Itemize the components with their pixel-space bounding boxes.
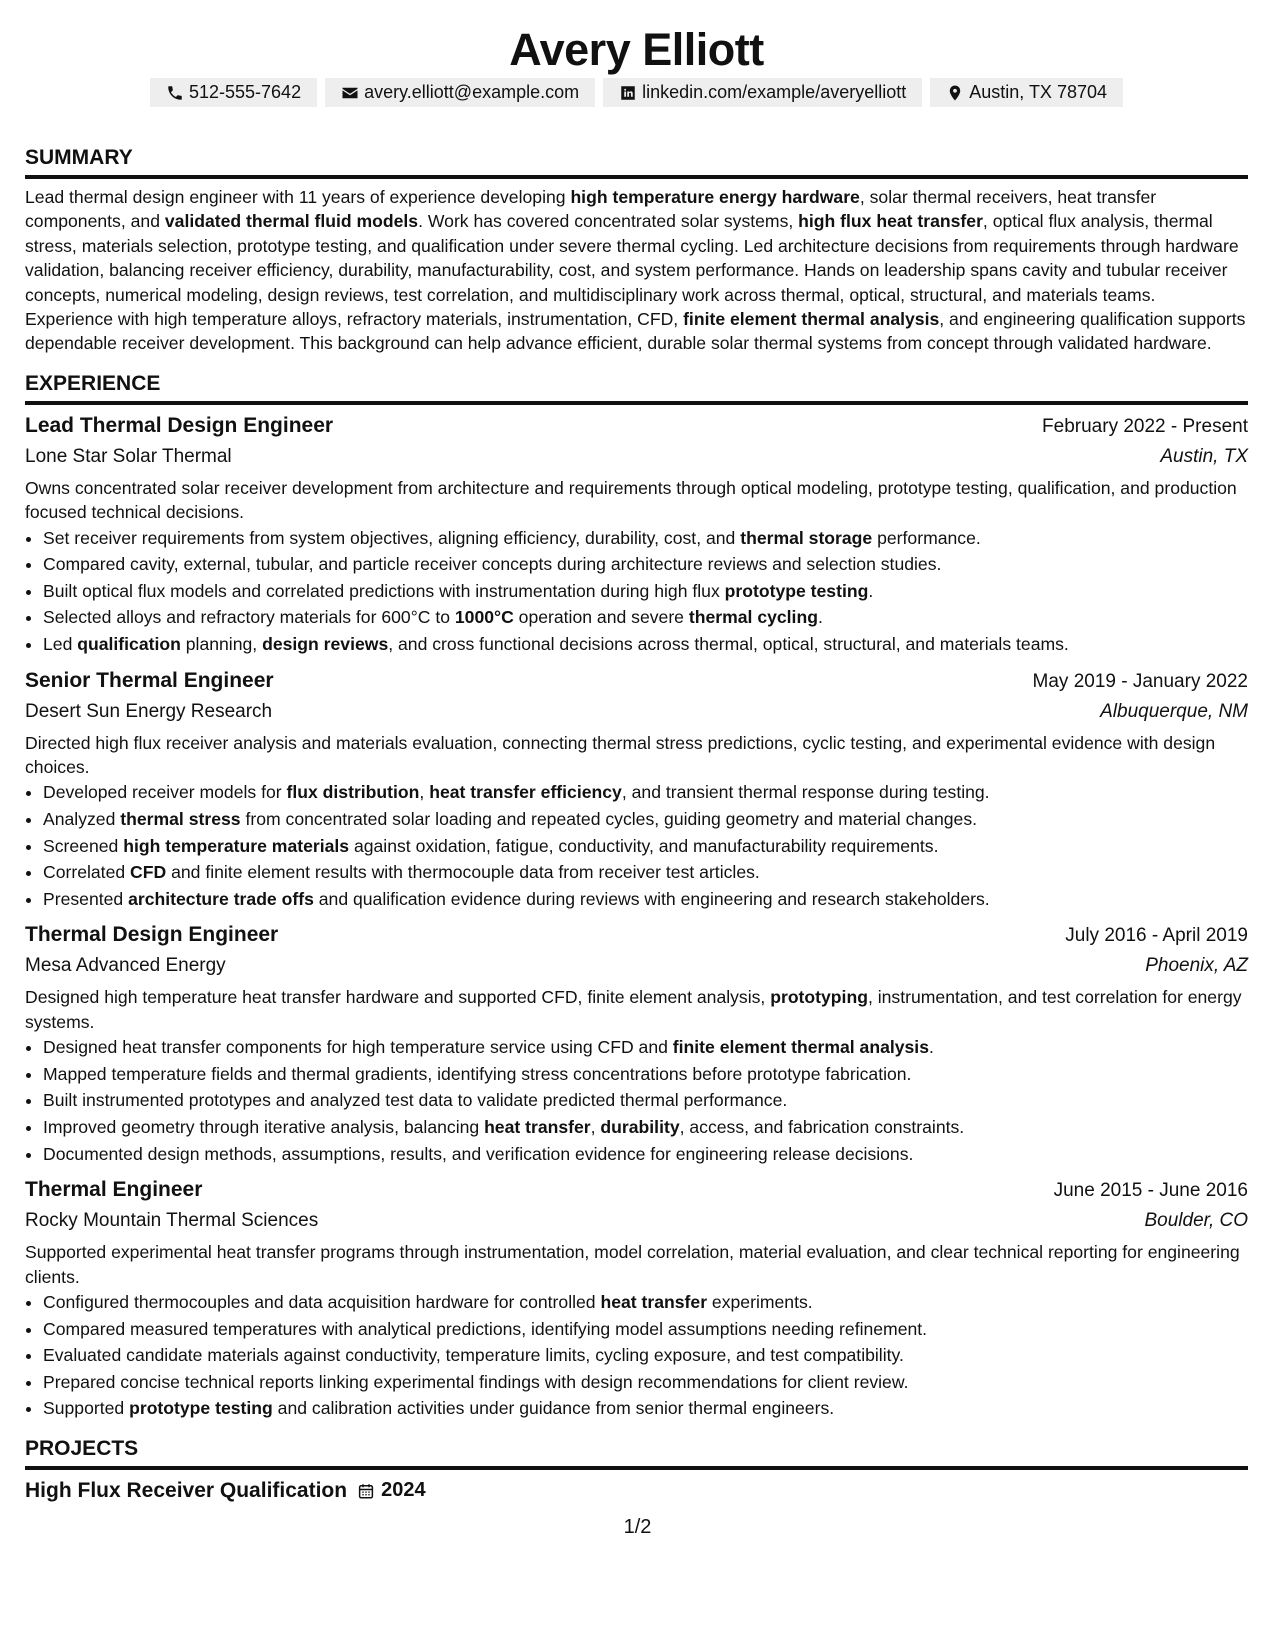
- project-entry: [25, 1476, 1248, 1506]
- job-title: Thermal Design Engineer: [25, 923, 279, 947]
- bullet-item: • Developed receiver models for flux distribution, heat transfer efficiency, and transient thermal response during testing.: [43, 779, 1248, 806]
- bullet-item: • Analyzed thermal stress from concentrated solar loading and repeated cycles, guiding geometry and material changes.: [43, 806, 1248, 833]
- job-company: Mesa Advanced Energy: [25, 955, 226, 977]
- job-company: Desert Sun Energy Research: [25, 700, 273, 722]
- contact-email-text: avery.elliott@example.com: [364, 82, 580, 102]
- job-bullets: [25, 1289, 1248, 1422]
- bullet-item: • Improved geometry through iterative analysis, balancing heat transfer, durability, access, and fabrication constraints.: [43, 1114, 1248, 1141]
- bullet-item: • Presented architecture trade offs and qualification evidence during reviews with engineering and research stakeholders.: [43, 886, 1248, 913]
- job-title: Thermal Engineer: [25, 1178, 203, 1202]
- job-dates: July 2016 - April 2019: [1065, 925, 1248, 947]
- contact-linkedin-text: linkedin.com/example/averyelliott: [642, 82, 907, 102]
- bullet-item: • Documented design methods, assumptions, results, and verification evidence for engineering release decisions.: [43, 1141, 1248, 1168]
- page-number: 1/2: [623, 1516, 652, 1538]
- job-entry: [25, 666, 1248, 913]
- summary-heading: SUMMARY: [25, 145, 1248, 179]
- bullet-item: • Compared cavity, external, tubular, and particle receiver concepts during architecture reviews and selection studies.: [43, 551, 1248, 578]
- job-title: Lead Thermal Design Engineer: [25, 413, 334, 437]
- project-year-text: 2024: [381, 1479, 426, 1502]
- job-description: Supported experimental heat transfer programs through instrumentation, model correlation, material evaluation, and clear technical reporting for engineering clients.: [25, 1242, 1240, 1287]
- contact-bar: [25, 78, 1248, 107]
- job-description: Owns concentrated solar receiver development from architecture and requirements through optical modeling, prototype testing, qualification, and production focused technical decisions.: [25, 477, 1237, 523]
- job-location: Boulder, CO: [1144, 1210, 1248, 1232]
- contact-phone-text: 512-555-7642: [188, 82, 302, 102]
- project-name: High Flux Receiver Qualification: [25, 1478, 348, 1502]
- job-location: Phoenix, AZ: [1145, 955, 1248, 977]
- project-date: [357, 1479, 426, 1502]
- projects-heading: PROJECTS: [25, 1436, 1248, 1470]
- job-company: Rocky Mountain Thermal Sciences: [25, 1210, 319, 1232]
- contact-linkedin[interactable]: [603, 78, 922, 107]
- job-bullets: [25, 1034, 1248, 1167]
- bullet-item: • Built instrumented prototypes and analyzed test data to validate predicted thermal performance.: [43, 1087, 1248, 1114]
- bullet-item: • Set receiver requirements from system objectives, aligning efficiency, durability, cost, and thermal storage performance.: [43, 525, 1248, 552]
- bullet-item: • Screened high temperature materials against oxidation, fatigue, conductivity, and manufacturability requirements.: [43, 833, 1248, 860]
- linkedin-icon: [619, 84, 637, 102]
- summary-text: Lead thermal design engineer with 11 years of experience developing high temperature energy hardware, solar thermal receivers, heat transfer components, and validated thermal fluid models. Work has covered concentrated solar systems, high flux heat transfer, optical flux analysis, thermal stress, materials selection, prototype testing, and qualification under severe thermal cycling. Led architecture decisions from requirements through hardware validation, balancing receiver efficiency, durability, manufacturability, cost, and system performance. Hands on leadership spans cavity and tubular receiver concepts, numerical modeling, design reviews, test correlation, and multidisciplinary work across thermal, optical, structural, and materials teams. Experience with high temperature alloys, refractory materials, instrumentation, CFD, finite element thermal analysis, and engineering qualification supports dependable receiver development. This background can help advance efficient, durable solar thermal systems from concept through validated hardware.: [25, 187, 1246, 354]
- bullet-item: • Correlated CFD and finite element results with thermocouple data from receiver test articles.: [43, 859, 1248, 886]
- job-dates: June 2015 - June 2016: [1053, 1180, 1248, 1202]
- bullet-item: • Designed heat transfer components for high temperature service using CFD and finite element thermal analysis.: [43, 1034, 1248, 1061]
- job-entry: [25, 411, 1248, 658]
- mail-icon: [341, 84, 359, 102]
- job-title: Senior Thermal Engineer: [25, 668, 274, 692]
- job-entry: [25, 920, 1248, 1167]
- bullet-item: • Selected alloys and refractory materials for 600°C to 1000°C operation and severe thermal cycling.: [43, 604, 1248, 631]
- bullet-item: • Prepared concise technical reports linking experimental findings with design recommendations for client review.: [43, 1369, 1248, 1396]
- job-dates: May 2019 - January 2022: [1032, 670, 1248, 692]
- job-bullets: [25, 779, 1248, 912]
- job-location: Albuquerque, NM: [1100, 700, 1248, 722]
- job-dates: February 2022 - Present: [1042, 415, 1248, 437]
- job-entry: [25, 1175, 1248, 1422]
- job-description: Directed high flux receiver analysis and materials evaluation, connecting thermal stress predictions, cyclic testing, and experimental evidence with design choices.: [25, 732, 1216, 778]
- calendar-icon: [357, 1482, 375, 1500]
- job-bullets: [25, 525, 1248, 658]
- map-pin-icon: [946, 84, 964, 102]
- bullet-item: • Configured thermocouples and data acquisition hardware for controlled heat transfer experiments.: [43, 1289, 1248, 1316]
- job-company: Lone Star Solar Thermal: [25, 445, 232, 467]
- experience-heading: EXPERIENCE: [25, 371, 1248, 405]
- bullet-item: • Evaluated candidate materials against conductivity, temperature limits, cycling exposure, and test compatibility.: [43, 1342, 1248, 1369]
- bullet-item: • Led qualification planning, design reviews, and cross functional decisions across thermal, optical, structural, and materials teams.: [43, 631, 1248, 658]
- contact-location: [930, 78, 1123, 107]
- phone-icon: [166, 84, 184, 102]
- bullet-item: • Built optical flux models and correlated predictions with instrumentation during high flux prototype testing.: [43, 578, 1248, 605]
- resume-page: [25, 0, 1248, 1506]
- job-description: Designed high temperature heat transfer hardware and supported CFD, finite element analysis, prototyping, instrumentation, and test correlation for energy systems.: [25, 987, 1242, 1032]
- bullet-item: • Mapped temperature fields and thermal gradients, identifying stress concentrations before prototype fabrication.: [43, 1061, 1248, 1088]
- job-location: Austin, TX: [1160, 445, 1248, 467]
- contact-phone[interactable]: [150, 78, 317, 107]
- contact-email[interactable]: [325, 78, 595, 107]
- bullet-item: • Compared measured temperatures with analytical predictions, identifying model assumptions needing refinement.: [43, 1316, 1248, 1343]
- candidate-name: Avery Elliott: [509, 24, 764, 75]
- contact-location-text: Austin, TX 78704: [969, 82, 1107, 102]
- bullet-item: • Supported prototype testing and calibration activities under guidance from senior thermal engineers.: [43, 1395, 1248, 1422]
